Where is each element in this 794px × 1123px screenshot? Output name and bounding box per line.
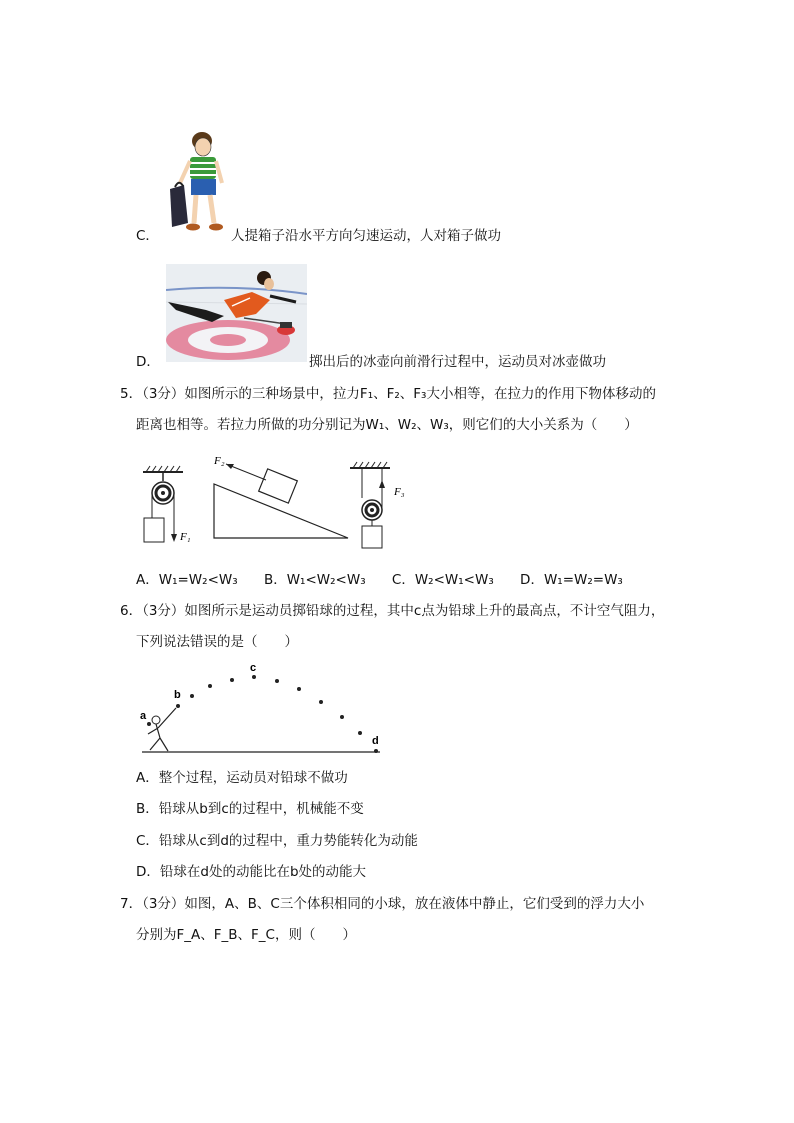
q4-option-c-text: 人提箱子沿水平方向匀速运动，人对箱子做功 [231,228,501,244]
q4-option-d-text: 掷出后的冰壶向前滑行过程中，运动员对冰壶做功 [309,354,606,370]
q5-option-a: A．W₁=W₂<W₃ [136,572,238,588]
curling-photo [166,264,307,362]
q5-stem-line2: 距离也相等。若拉力所做的功分别记为W₁、W₂、W₃，则它们的大小关系为（ ） [136,417,638,433]
q4-option-d-letter: D． [136,354,160,370]
q5-label-f3: F₃ [394,486,405,498]
q6-stem-line1: 6．（3分）如图所示是运动员掷铅球的过程，其中c点为铅球上升的最高点，不计空气阻力， [120,603,665,619]
q7-stem-line2: 分别为F_A、F_B、F_C，则（ ） [136,927,356,943]
q6-shot-put-diagram [136,660,386,756]
q6-stem-line2: 下列说法错误的是（ ） [136,634,298,650]
q5-label-f2: F₂ [214,455,225,467]
q5-option-c: C．W₂<W₁<W₃ [391,572,494,588]
person-carrying-box-image [166,131,228,239]
q5-option-b: B．W₁<W₂<W₃ [263,572,366,588]
q4-option-d [136,354,160,370]
q5-force-diagram [138,450,413,550]
q5-label-f1: F₁ [180,531,191,543]
q6-label-d: d [372,735,379,747]
q6-option-a: A．整个过程，运动员对铅球不做功 [136,770,348,786]
q7-stem-line1: 7．（3分）如图，A、B、C三个体积相同的小球，放在液体中静止，它们受到的浮力大小 [120,896,645,912]
q6-option-c: C．铅球从c到d的过程中，重力势能转化为动能 [136,833,418,849]
q6-option-b: B．铅球从b到c的过程中，机械能不变 [136,801,364,817]
q5-stem-line1: 5．（3分）如图所示的三种场景中，拉力F₁、F₂、F₃大小相等，在拉力的作用下物体移动的 [120,386,656,402]
q6-option-d: D．铅球在d处的动能比在b处的动能大 [136,864,367,880]
q4-option-c [136,228,159,244]
q5-options [136,572,623,588]
q5-option-d: D．W₁=W₂=W₃ [520,572,623,588]
q6-label-b: b [174,689,181,701]
q6-label-c: c [250,662,257,674]
q6-label-a: a [140,710,147,722]
q4-option-c-letter: C． [136,228,159,244]
